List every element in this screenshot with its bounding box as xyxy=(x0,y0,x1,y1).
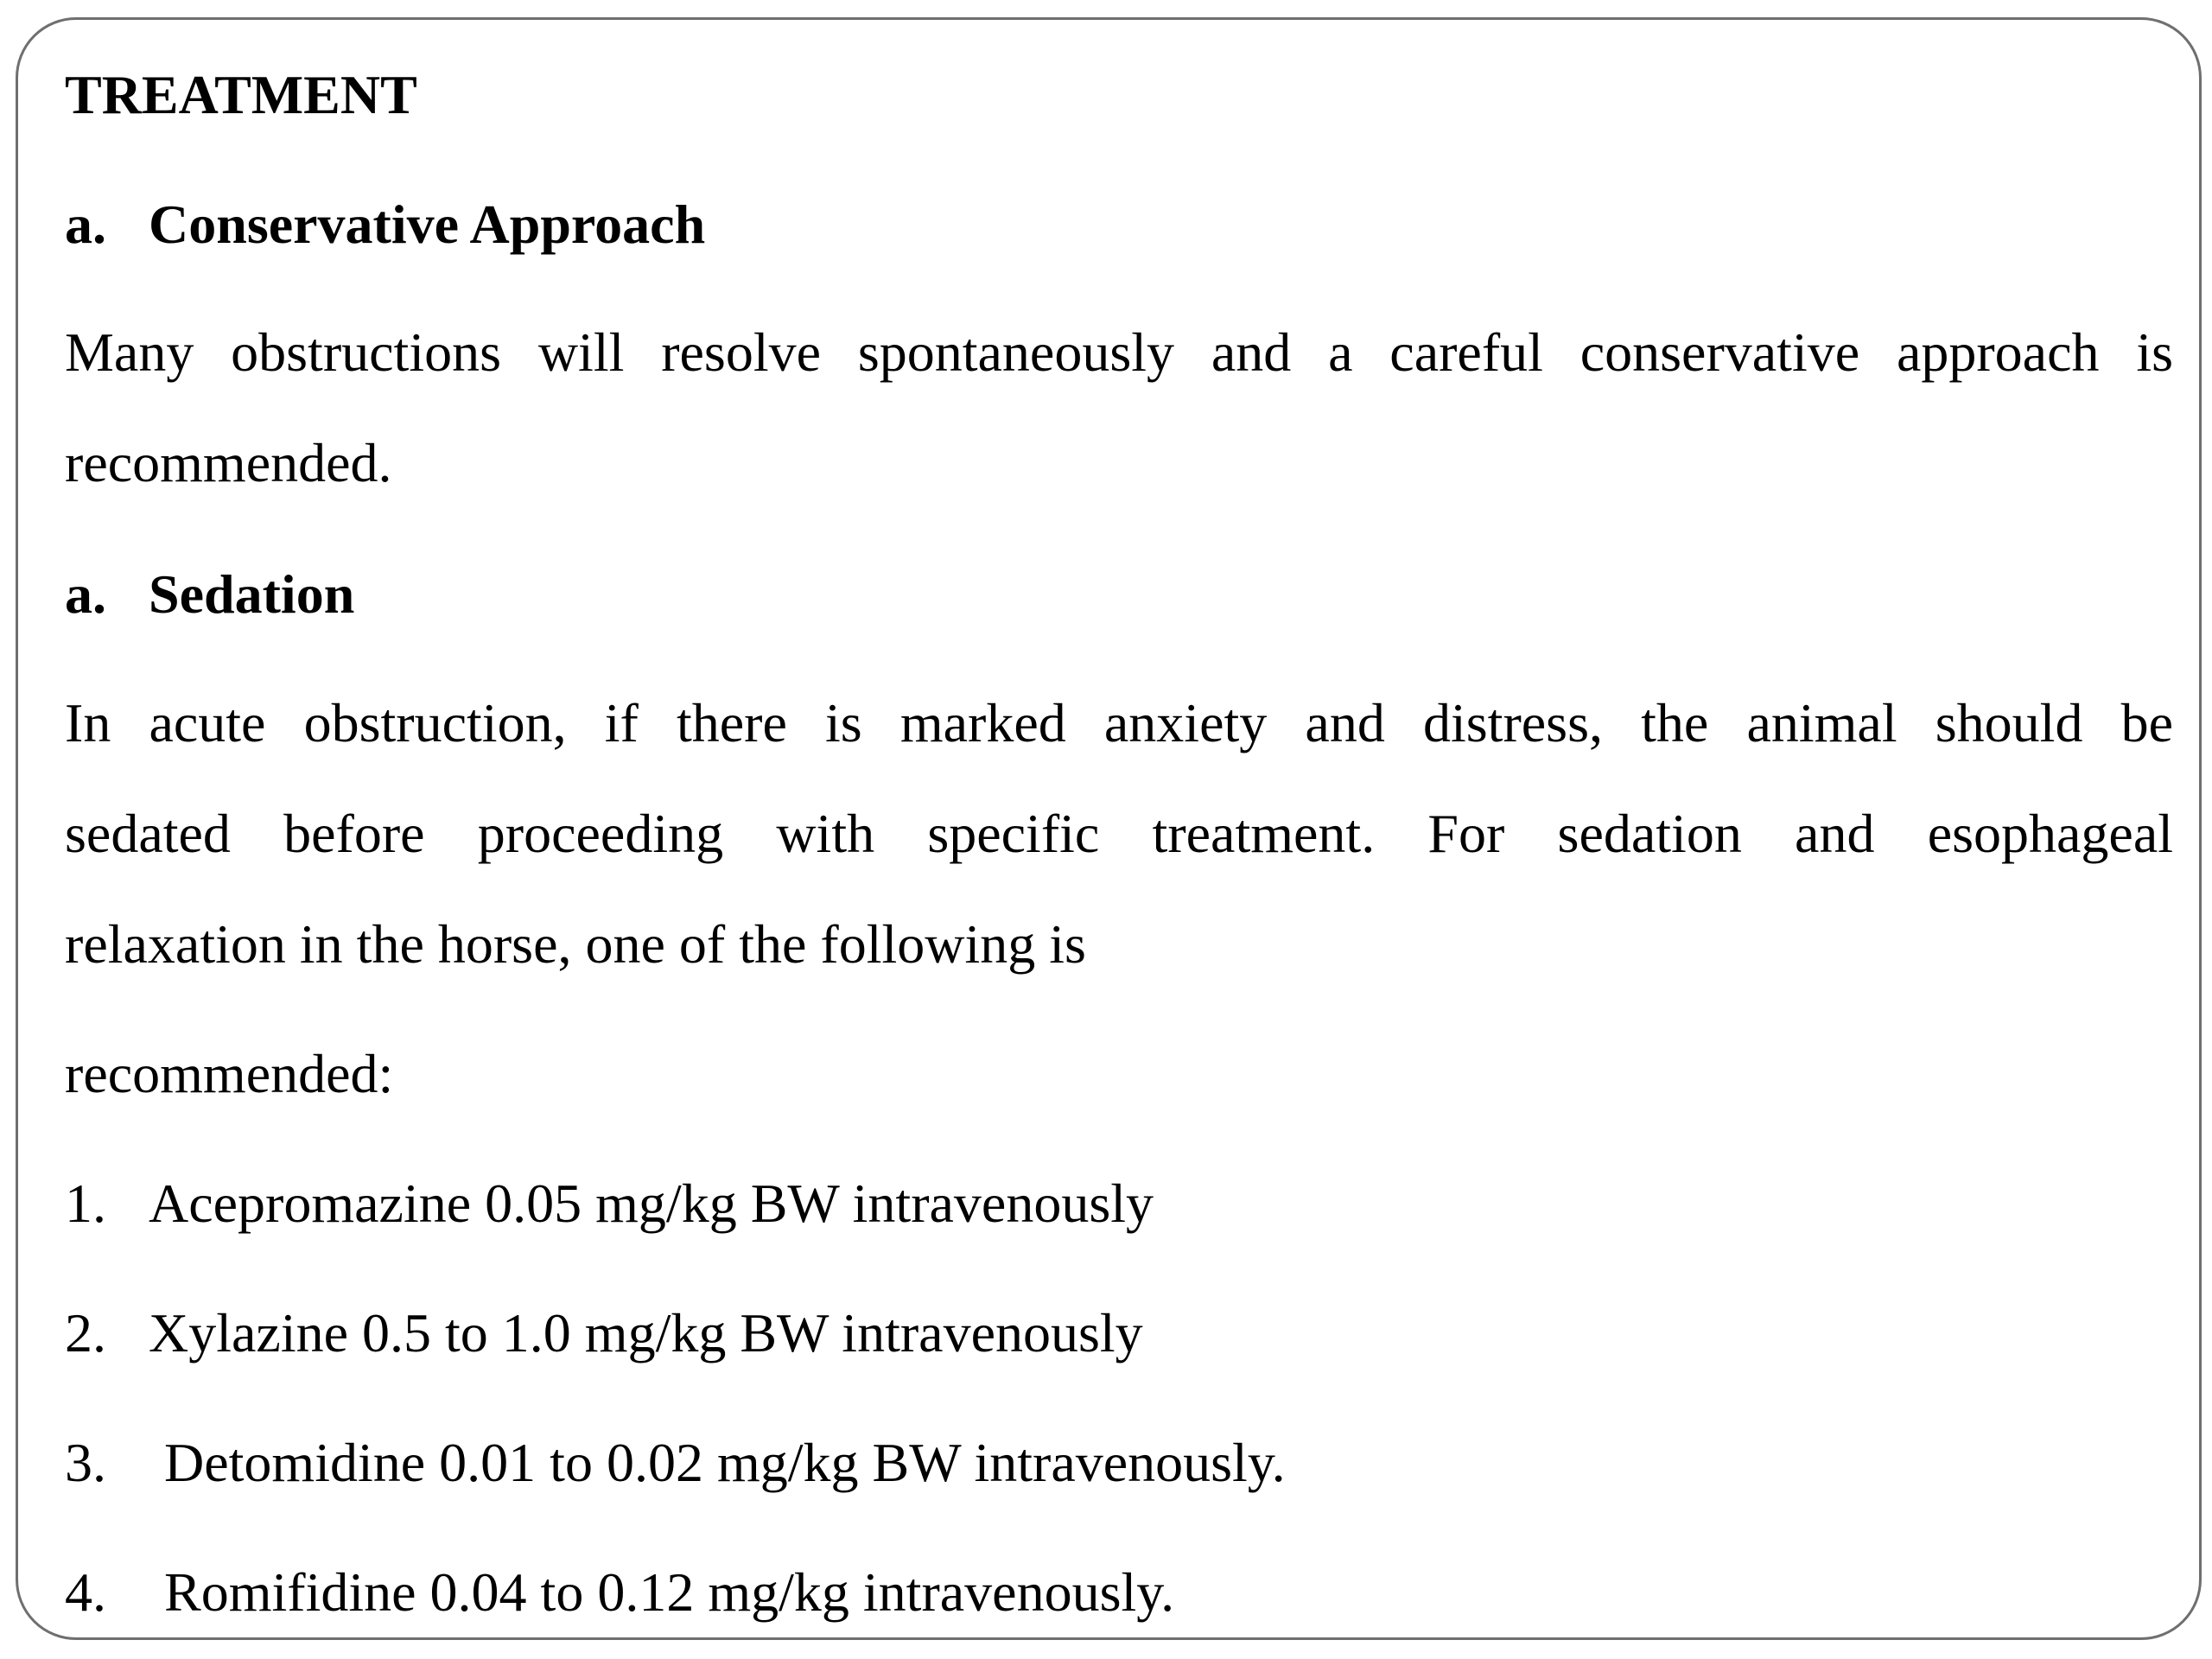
document-title: TREATMENT xyxy=(65,64,417,125)
list-item xyxy=(65,1428,1286,1497)
section-marker: a. xyxy=(65,563,106,625)
list-item xyxy=(65,1558,1174,1627)
list-item xyxy=(65,1299,1143,1368)
paragraph-line: relaxation in the horse, one of the following is xyxy=(65,913,1086,975)
paragraph-line: recommended: xyxy=(65,1043,394,1104)
section-heading-text: Conservative Approach xyxy=(149,194,706,255)
section-heading-text: Sedation xyxy=(149,563,355,625)
list-number: 4. xyxy=(65,1561,106,1623)
list-text: Acepromazine 0.05 mg/kg BW intravenously xyxy=(149,1173,1154,1234)
section-marker: a. xyxy=(65,194,106,255)
list-text: Xylazine 0.5 to 1.0 mg/kg BW intravenously xyxy=(149,1302,1143,1363)
list-number: 2. xyxy=(65,1302,106,1363)
list-text: Romifidine 0.04 to 0.12 mg/kg intravenously. xyxy=(164,1561,1175,1623)
list-text: Detomidine 0.01 to 0.02 mg/kg BW intravenously. xyxy=(164,1432,1286,1493)
section-heading-conservative xyxy=(65,190,705,259)
list-number: 3. xyxy=(65,1432,106,1493)
paragraph-line: sedated before proceeding with specific treatment. For sedation and esophageal xyxy=(65,803,2173,864)
list-number: 1. xyxy=(65,1173,106,1234)
list-item xyxy=(65,1169,1154,1238)
paragraph-line: Many obstructions will resolve spontaneously and a careful conservative approach is xyxy=(65,321,2173,383)
section-heading-sedation xyxy=(65,560,354,629)
paragraph-line: In acute obstruction, if there is marked anxiety and distress, the animal should be xyxy=(65,692,2173,753)
paragraph-line: recommended. xyxy=(65,432,392,493)
